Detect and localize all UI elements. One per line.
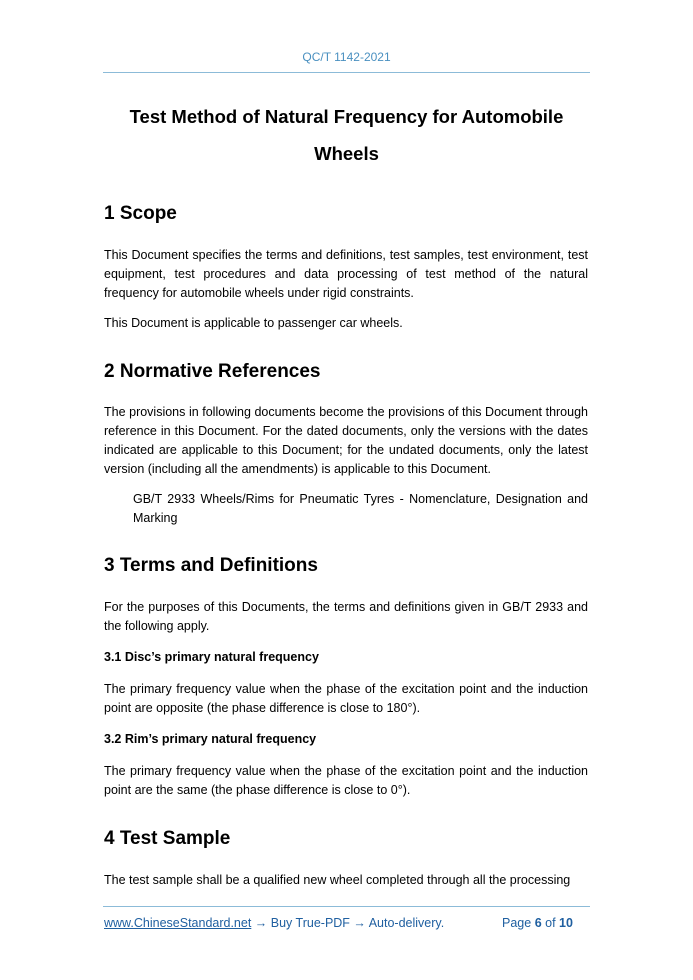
page-total: 10 <box>559 916 573 930</box>
section-heading-normative-references: 2 Normative References <box>104 361 321 382</box>
document-code: QC/T 1142-2021 <box>302 50 391 64</box>
page-current: 6 <box>534 916 542 930</box>
subsection-3-2-text: The primary frequency value when the phase of the excitation point and the induction point are the same (the phase difference is close to 0°). <box>104 764 588 797</box>
terms-paragraph-1: For the purposes of this Documents, the terms and definitions given in GB/T 2933 and the following apply. <box>104 600 588 633</box>
section-heading-test-sample: 4 Test Sample <box>104 828 231 849</box>
title-line-1: Test Method of Natural Frequency for Automobile <box>129 106 564 127</box>
subsection-heading-3-2: 3.2 Rim’s primary natural frequency <box>104 732 317 746</box>
of-label: of <box>545 916 556 930</box>
footer-divider <box>103 906 590 907</box>
title-line-2: Wheels <box>314 143 379 164</box>
sample-paragraph-1: The test sample shall be a qualified new wheel completed through all the processing <box>104 873 571 887</box>
normative-paragraph-1: The provisions in following documents become the provisions of this Document through reference in this Document. For the dated documents, only the versions with the dates indicated are applicable to this Document; for the undated documents, only the latest version (including all the amendments) is applicable to this Document. <box>104 405 588 476</box>
footer-promo <box>104 916 444 930</box>
page-indicator <box>502 916 573 930</box>
website-link[interactable]: www.ChineseStandard.net <box>104 916 252 930</box>
document-title <box>103 98 590 172</box>
subsection-heading-3-1: 3.1 Disc’s primary natural frequency <box>104 650 319 664</box>
section-heading-scope: 1 Scope <box>104 203 177 224</box>
subsection-3-1-text: The primary frequency value when the phase of the excitation point and the induction point are opposite (the phase difference is close to 180°). <box>104 682 588 715</box>
page-label: Page <box>502 916 532 930</box>
header-divider <box>103 72 590 73</box>
scope-paragraph-2: This Document is applicable to passenger car wheels. <box>104 316 403 330</box>
footer-tagline: → Buy True-PDF → Auto-delivery. <box>251 916 445 930</box>
normative-reference-item: GB/T 2933 Wheels/Rims for Pneumatic Tyres - Nomenclature, Designation and Marking <box>133 492 588 525</box>
scope-paragraph-1: This Document specifies the terms and definitions, test samples, test environment, test equipment, test procedures and data processing of test method of the natural frequency for automobile wheels under rigid constraints. <box>104 248 588 300</box>
section-heading-terms: 3 Terms and Definitions <box>104 555 318 576</box>
